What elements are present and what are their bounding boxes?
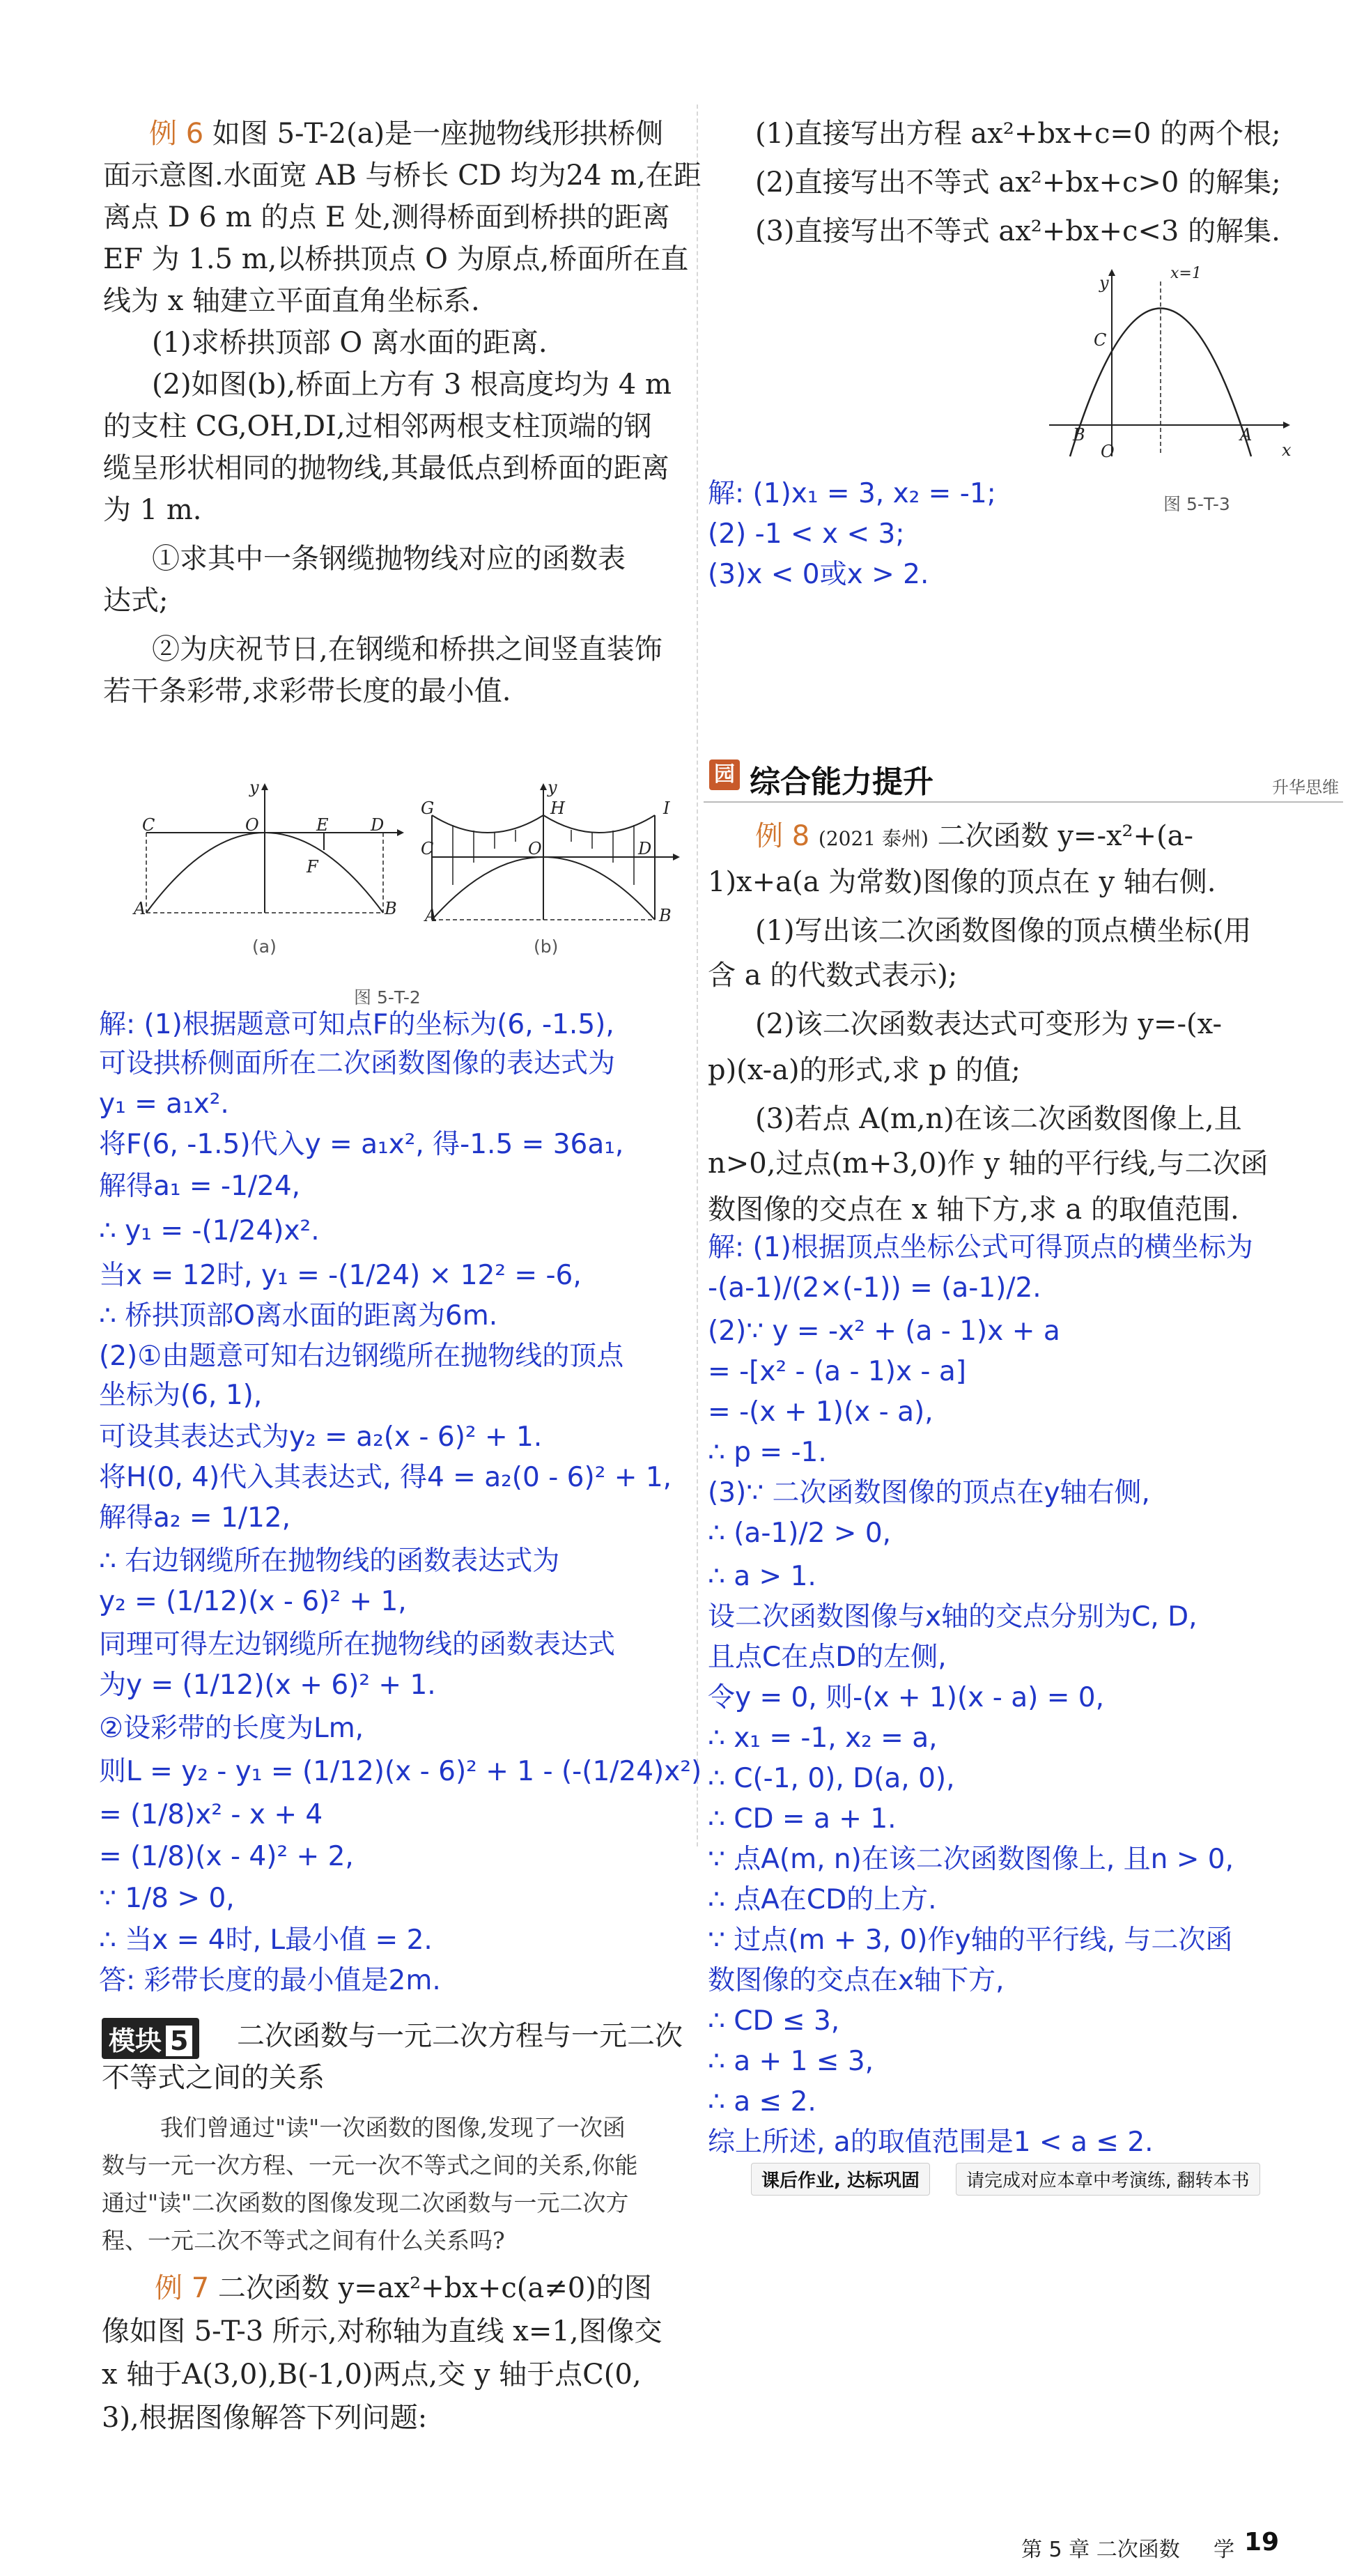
ex6-solution-line: 将H(0, 4)代入其表达式, 得4 = a₂(0 - 6)² + 1, [99,1462,672,1493]
ex8-solution-line: (3)∵ 二次函数图像的顶点在y轴右侧, [708,1477,1150,1509]
ex6-solution-line: = (1/8)(x - 4)² + 2, [99,1841,354,1872]
ex7-line: 像如图 5-T-3 所示,对称轴为直线 x=1,图像交 [102,2315,662,2347]
ex8-solution-line: ∵ 过点(m + 3, 0)作y轴的平行线, 与二次函 [708,1925,1233,1956]
ex6-solution-line: 则L = y₂ - y₁ = (1/12)(x - 6)² + 1 - (-(1/24)x²) [99,1756,702,1787]
module-title-1: 二次函数与一元二次方程与一元二次 [237,2020,683,2052]
ex8-line: (2)该二次函数表达式可变形为 y=-(x- [755,1008,1222,1040]
ex7-question: (1)直接写出方程 ax²+bx+c=0 的两个根; [755,118,1281,150]
figure-5-T-2a [125,780,404,955]
ex8-source: (2021 泰州) [818,827,929,850]
section-title: 综合能力提升 [750,764,933,800]
ex8-line: 含 a 的代数式表示); [708,959,958,992]
ex6-line: EF 为 1.5 m,以桥拱顶点 O 为原点,桥面所在直 [103,243,689,275]
ex8-solution-line: (2)∵ y = -x² + (a - 1)x + a [708,1316,1060,1347]
ex8-line: n>0,过点(m+3,0)作 y 轴的平行线,与二次函 [708,1148,1269,1180]
module-badge: 模块 5 [102,2018,199,2059]
symmetry-label: x=1 [1170,265,1202,282]
fig-b-label: (b) [534,936,559,957]
ex6-solution-line: ②设彩带的长度为Lm, [99,1713,364,1744]
ex6-line: 的支柱 CG,OH,DI,过相邻两根支柱顶端的钢 [103,410,652,442]
ex8-line-0: 例 8 (2021 泰州) 二次函数 y=-x²+(a- [755,820,1194,852]
ex8-line: 1)x+a(a 为常数)图像的顶点在 y 轴右侧. [708,866,1216,898]
ex8-label: 例 8 [755,820,810,852]
ex8-solution-line: ∴ p = -1. [708,1437,827,1468]
ex6-label: 例 6 [149,118,204,150]
ex8-line: p)(x-a)的形式,求 p 的值; [708,1054,1021,1086]
ex6-solution-line: 可设拱桥侧面所在二次函数图像的表达式为 [99,1048,616,1079]
section-icon: 园 [709,759,740,790]
ex8-solution-line: = -[x² - (a - 1)x - a] [708,1356,967,1387]
ex8-solution-line: ∴ CD ≤ 3, [708,2005,840,2037]
ex6-solution-line: 坐标为(6, 1), [99,1380,263,1411]
ex8-solution-line: 设二次函数图像与x轴的交点分别为C, D, [708,1601,1198,1633]
footer-subject: 学 [1214,2538,1234,2562]
ex8-solution-line: ∴ (a-1)/2 > 0, [708,1518,892,1549]
footer-chapter: 第 5 章 二次函数 [1021,2538,1180,2562]
ex8-solution-line: 令y = 0, 则-(x + 1)(x - a) = 0, [708,1682,1104,1713]
ex6-solution-line: 解得a₁ = -1/24, [99,1171,301,1202]
homework-box-1: 课后作业, 达标巩固 [751,2163,930,2196]
ex6-solution-line: ∴ 右边钢缆所在抛物线的函数表达式为 [99,1545,560,1577]
left-cable [432,815,543,833]
ex8-solution-line: 综上所述, a的取值范围是1 < a ≤ 2. [708,2127,1154,2158]
ex6-line: 缆呈形状相同的抛物线,其最低点到桥面的距离 [103,452,669,484]
ex6-line: 离点 D 6 m 的点 E 处,测得桥面到桥拱的距离 [103,201,670,233]
ex7-line: x 轴于A(3,0),B(-1,0)两点,交 y 轴于点C(0, [102,2359,642,2391]
ex6-solution-line: (2)①由题意可知右边钢缆所在抛物线的顶点 [99,1341,624,1372]
section-tag: 升华思维 [1272,778,1339,797]
ex6-solution-line: 将F(6, -1.5)代入y = a₁x², 得-1.5 = 36a₁, [99,1129,624,1160]
intro-line: 数与一元一次方程、一元一次不等式之间的关系,你能 [102,2152,638,2179]
ex6-solution-line: ∴ 桥拱顶部O离水面的距离为6m. [99,1300,498,1332]
ex7-question: (2)直接写出不等式 ax²+bx+c>0 的解集; [755,167,1281,199]
ex6-solution-line: ∵ 1/8 > 0, [99,1883,235,1914]
ex6-line: 线为 x 轴建立平面直角坐标系. [103,285,480,317]
intro-line: 通过"读"二次函数的图像发现二次函数与一元二次方 [102,2189,629,2216]
module-title-2: 不等式之间的关系 [102,2062,325,2094]
ex6-solution-line: ∴ y₁ = -(1/24)x². [99,1215,320,1247]
ex7-line-0: 例 7 二次函数 y=ax²+bx+c(a≠0)的图 [155,2272,652,2304]
ex8-solution-line: ∴ a > 1. [708,1561,816,1592]
intro-line: 我们曾通过"读"一次函数的图像,发现了一次函 [160,2114,626,2141]
ex8-solution-line: ∴ 点A在CD的上方. [708,1884,937,1915]
ex7-label: 例 7 [155,2272,210,2304]
ex8-solution-line: ∴ C(-1, 0), D(a, 0), [708,1763,955,1794]
ex6-solution-line: 当x = 12时, y₁ = -(1/24) × 12² = -6, [99,1260,582,1291]
ex6-solution-line: 解: (1)根据题意可知点F的坐标为(6, -1.5), [99,1009,614,1040]
ex7-line: 3),根据图像解答下列问题: [102,2402,428,2434]
column-divider [697,105,698,1846]
ex7-solution-line: (3)x < 0或x > 2. [708,559,929,590]
homework-box-2: 请完成对应本章中考演练, 翻转本书 [956,2163,1260,2196]
ex8-solution-line: ∴ x₁ = -1, x₂ = a, [708,1722,938,1754]
ex8-line: (1)写出该二次函数图像的顶点横坐标(用 [755,915,1252,947]
ex7-question: (3)直接写出不等式 ax²+bx+c<3 的解集. [755,215,1280,247]
ex6-line: 面示意图.水面宽 AB 与桥长 CD 均为24 m,在距 [103,160,702,192]
ex7-solution-line: 解: (1)x₁ = 3, x₂ = -1; [708,478,996,509]
page-number: 19 [1244,2528,1280,2556]
ex6-line: 达式; [103,585,169,617]
ex6-solution-line: 可设其表达式为y₂ = a₂(x - 6)² + 1. [99,1421,543,1453]
ex6-solution-line: 同理可得左边钢缆所在抛物线的函数表达式 [99,1629,616,1660]
ex6-line: ②为庆祝节日,在钢缆和桥拱之间竖直装饰 [152,633,662,665]
ex8-solution-line: = -(x + 1)(x - a), [708,1396,933,1428]
ex6-solution-line: 答: 彩带长度的最小值是2m. [99,1965,441,1996]
section-rule [704,801,1343,803]
ex8-solution-line: ∴ a ≤ 2. [708,2086,816,2118]
ex6-line: (2)如图(b),桥面上方有 3 根高度均为 4 m [152,369,672,401]
ex8-line: 数图像的交点在 x 轴下方,求 a 的取值范围. [708,1194,1239,1226]
ex8-solution-line: 数图像的交点在x轴下方, [708,1965,1005,1996]
ex8-solution-line: ∵ 点A(m, n)在该二次函数图像上, 且n > 0, [708,1844,1234,1875]
ex6-line-0: 例 6 如图 5-T-2(a)是一座抛物线形拱桥侧 [149,118,664,150]
figure-caption: 图 5-T-2 [354,987,421,1008]
ex6-line: 为 1 m. [103,494,202,526]
ex8-solution-line: -(a-1)/(2×(-1)) = (a-1)/2. [708,1272,1041,1304]
ex8-solution-line: ∴ CD = a + 1. [708,1803,897,1835]
ex8-solution-line: 且点C在点D的左侧, [708,1642,947,1673]
ex7-solution-line: (2) -1 < x < 3; [708,518,905,550]
ex6-solution-line: 为y = (1/12)(x + 6)² + 1. [99,1669,436,1701]
ex8-line: (3)若点 A(m,n)在该二次函数图像上,且 [755,1103,1242,1135]
fig-a-label: (a) [252,936,277,957]
intro-line: 程、一元二次不等式之间有什么关系吗? [102,2227,505,2254]
ex6-solution-line: ∴ 当x = 4时, L最小值 = 2. [99,1925,433,1956]
ex6-solution-line: y₁ = a₁x². [99,1088,229,1120]
ex6-solution-line: = (1/8)x² - x + 4 [99,1799,323,1830]
ex6-solution-line: 解得a₂ = 1/12, [99,1502,290,1534]
figure-caption: 图 5-T-3 [1163,494,1230,514]
ex6-solution-line: y₂ = (1/12)(x - 6)² + 1, [99,1586,407,1617]
ex8-solution-line: 解: (1)根据顶点坐标公式可得顶点的横坐标为 [708,1232,1253,1263]
ex6-line: (1)求桥拱顶部 O 离水面的距离. [152,327,548,359]
ex6-line: ①求其中一条钢缆抛物线对应的函数表 [152,543,626,575]
ex8-solution-line: ∴ a + 1 ≤ 3, [708,2046,874,2077]
ex6-line: 若干条彩带,求彩带长度的最小值. [103,675,511,707]
